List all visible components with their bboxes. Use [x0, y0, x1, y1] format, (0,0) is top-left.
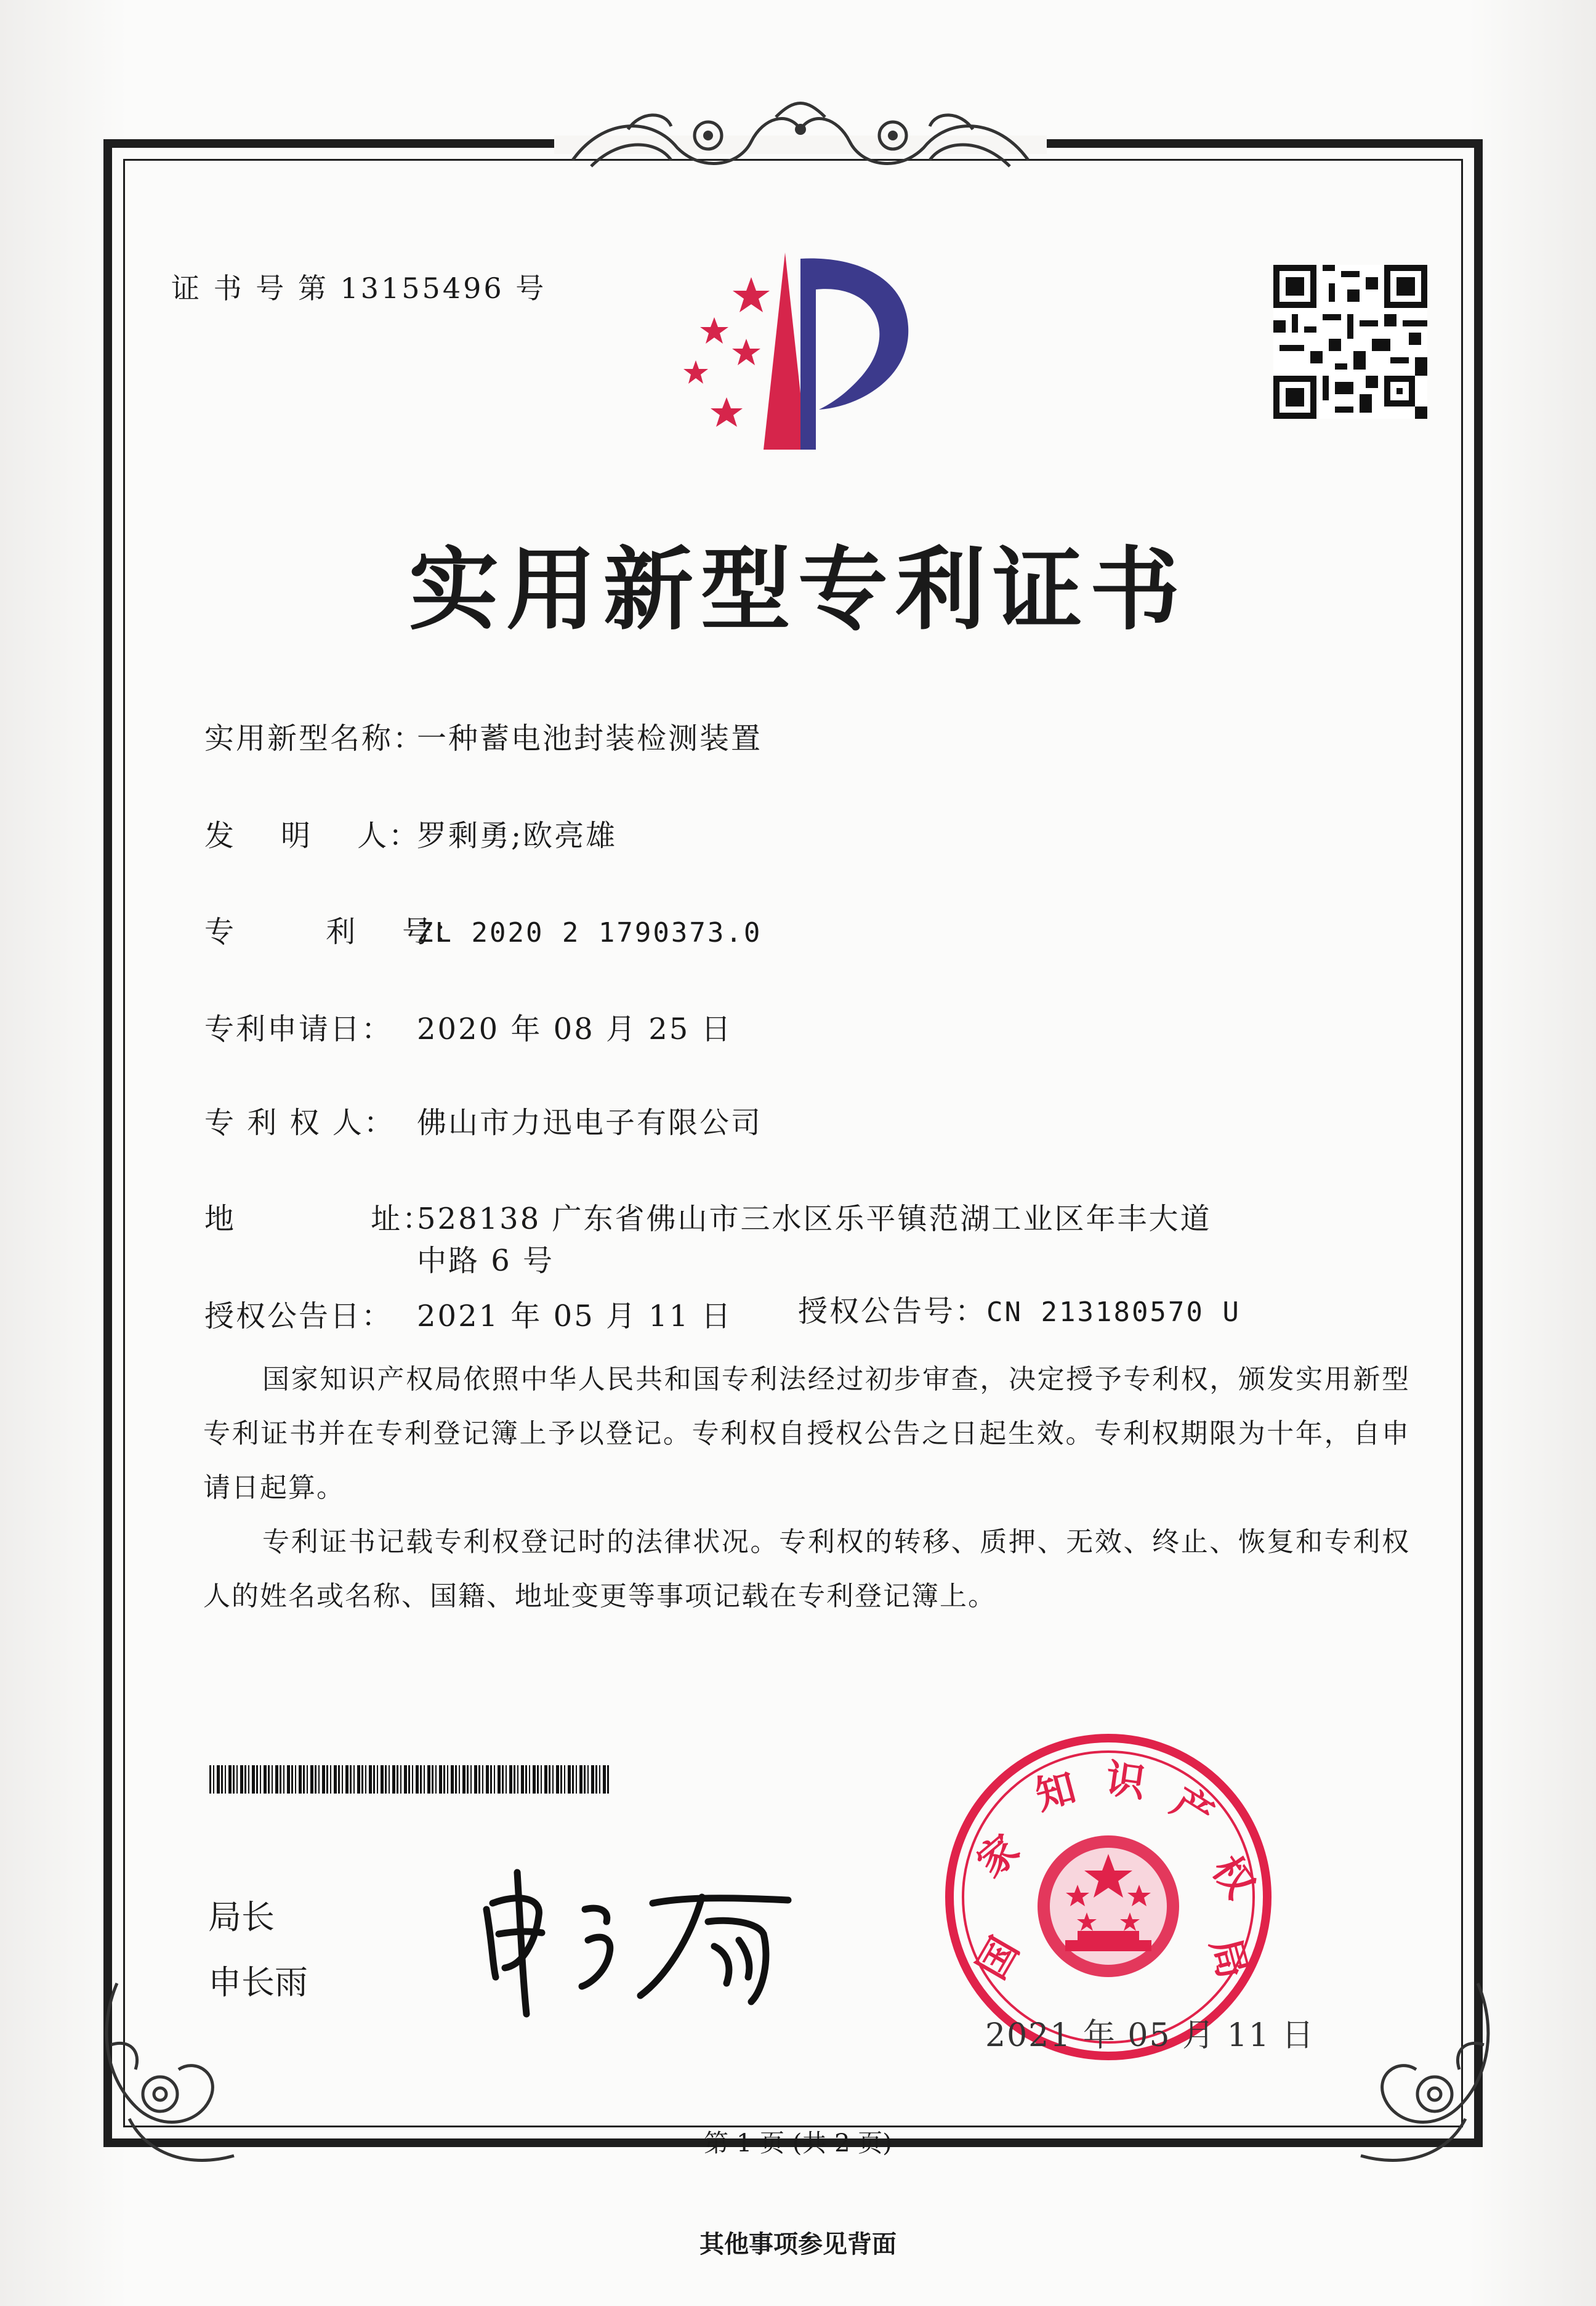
field-grant-date — [204, 1292, 733, 1335]
field-address-line2: 中路 6 号 — [417, 1244, 555, 1278]
seal-char: 权 — [1203, 1848, 1263, 1907]
field-value: 罗剩勇;欧亮雄 — [417, 819, 618, 853]
field-label: 实用新型名称： — [204, 721, 425, 756]
field-label: 授权公告日： — [204, 1299, 393, 1333]
seal-char: 家 — [969, 1826, 1028, 1887]
field-label: 专 利 号： — [204, 915, 465, 949]
field-label: 专利申请日： — [204, 1012, 393, 1046]
field-value: 2021 年 05 月 11 日 — [417, 1299, 733, 1333]
field-value: 一种蓄电池封装检测装置 — [417, 721, 763, 756]
seal-date: 2021 年 05 月 11 日 — [985, 2017, 1315, 2054]
field-address — [204, 1195, 1212, 1237]
seal-char: 产 — [1163, 1779, 1221, 1839]
cnipa-logo — [677, 253, 924, 456]
field-label: 发 明 人： — [204, 819, 421, 853]
field-label: 地 址： — [204, 1202, 434, 1236]
field-value: 佛山市力迅电子有限公司 — [417, 1106, 763, 1140]
director-signature — [468, 1860, 813, 2020]
seal-char: 识 — [1103, 1756, 1148, 1807]
director-title: 局长 — [208, 1898, 275, 1936]
qr-code — [1273, 265, 1427, 419]
body-paragraph: 国家知识产权局依照中华人民共和国专利法经过初步审查，决定授予专利权，颁发实用新型专利证书并在专利登记簿上予以登记。专利权自授权公告之日起生效。专利权期限为十年，自申请日起算。 — [203, 1364, 1410, 1503]
field-label: 授权公告号： — [798, 1294, 987, 1329]
director-name: 申长雨 — [208, 1963, 308, 2002]
field-value: CN 213180570 U — [986, 1297, 1241, 1328]
field-value: 2020 年 08 月 25 日 — [417, 1012, 733, 1046]
field-application-date — [204, 1005, 733, 1048]
field-value: 528138 广东省佛山市三水区乐平镇范湖工业区年丰大道 — [417, 1202, 1212, 1236]
field-label: 专 利 权 人： — [204, 1106, 395, 1140]
page-indicator: 第 1 页 (共 2 页) — [704, 2129, 892, 2158]
seal-char: 局 — [1201, 1933, 1256, 1984]
barcode — [209, 1765, 610, 1794]
field-patent-number — [204, 908, 762, 950]
field-grant-number — [798, 1287, 1241, 1330]
certificate-title: 实用新型专利证书 — [409, 537, 1187, 642]
field-patentee — [204, 1099, 762, 1141]
seal-char: 知 — [1031, 1765, 1081, 1819]
field-inventors — [204, 812, 617, 854]
field-value: ZL 2020 2 1790373.0 — [417, 917, 762, 949]
seal-char: 国 — [969, 1930, 1028, 1987]
top-ornament — [554, 92, 1047, 191]
body-paragraph: 专利证书记载专利权登记时的法律状况。专利权的转移、质押、无效、终止、恢复和专利权人的姓名或名称、国籍、地址变更等事项记载在专利登记簿上。 — [203, 1526, 1410, 1612]
field-utility-model-name — [204, 714, 762, 757]
certificate-number: 证 书 号 第 13155496 号 — [171, 272, 547, 305]
back-note: 其他事项参见背面 — [699, 2230, 897, 2259]
certificate-body — [203, 1353, 1410, 1624]
